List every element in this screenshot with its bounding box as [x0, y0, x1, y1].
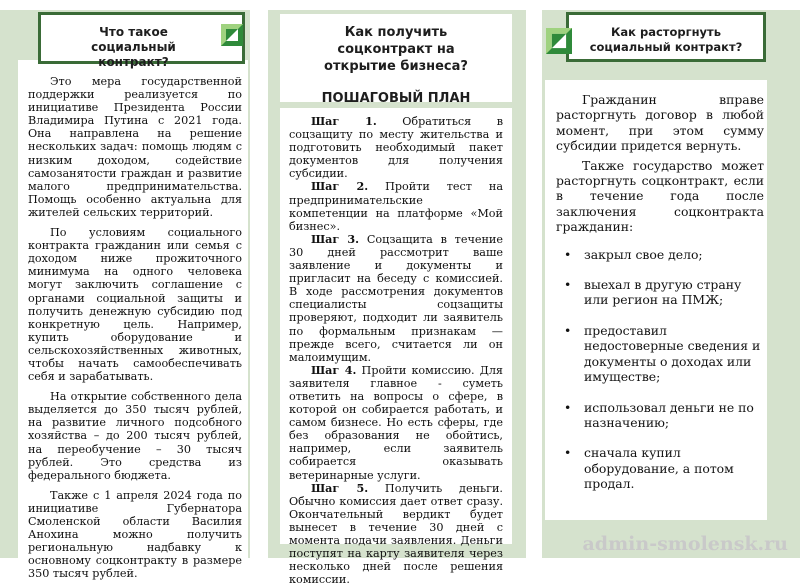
right-title-box — [566, 12, 766, 62]
step-text: Пройти тест на предпринимательские компетенции на платформе «Мой бизнес». — [289, 180, 503, 233]
reasons-list — [556, 247, 764, 492]
left-paragraph: Это мера государственной поддержки реализуется по инициативе Президента России Владимира Путина с 2021 года. Она направлена на решение нескольких задач: помощь людям с низким доходом, содействие самозанятости граждан и развитие малого предпринимательства. Помощь особенно актуальна для жителей сельских территорий. — [28, 75, 242, 219]
right-paragraph: Гражданин вправе расторгнуть договор в любой момент, при этом сумму субсидии придется вернуть. — [556, 92, 764, 154]
step-5 — [289, 482, 503, 587]
step-text: Соцзащита в течение 30 дней рассмотрит ваше заявление и документы и пригласит на беседу с комиссией. В ходе рассмотрения документов специалисты соцзащиты проверяют, подходит ли заявитель по формальным признакам — прежде всего, считается ли он малоимущим. — [289, 232, 503, 364]
list-item: • сначала купил оборудование, а потом продал. — [556, 445, 764, 491]
site-url: admin-smolensk.ru — [582, 533, 788, 555]
right-paragraph: Также государство может расторгнуть соцконтракт, если в течение года после заключения соцконтракта гражданин: — [556, 157, 764, 235]
list-item: • использовал деньги не по назначению; — [556, 400, 764, 431]
step-4 — [289, 364, 503, 482]
step-3 — [289, 233, 503, 364]
left-paragraph: Также с 1 апреля 2024 года по инициативе Губернатора Смоленской области Василия Анохина можно получить региональную надбавку к основному соцконтракту в размере 350 тысяч рублей. — [28, 488, 242, 581]
emblem-icon — [546, 28, 572, 54]
step-text: Получить деньги. Обычно комиссия дает ответ сразу. Окончательный вердикт будет вынесет в течение 30 дней с момента подачи заявления. Деньги поступят на карту заявителя через несколько дней после решения комиссии. — [289, 481, 503, 587]
step-text: Пройти комиссию. Для заявителя главное - суметь ответить на вопросы о сфере, в которой он собирается работать, и самом бизнесе. Но есть сферы, где без образования не обойтись, например, если заявитель собирается оказывать ветеринарные услуги. — [289, 363, 503, 482]
step-label: Шаг 5. — [311, 480, 369, 495]
step-label: Шаг 4. — [311, 362, 357, 377]
left-paragraph: На открытие собственного дела выделяется до 350 тысяч рублей, на развитие личного подсобного хозяйства – до 200 тысяч рублей, на переобучение – 30 тысяч рублей. Это средства из федерального бюджета. — [28, 390, 242, 482]
step-label: Шаг 2. — [311, 179, 369, 194]
left-title-box — [38, 12, 245, 69]
right-title: Как расторгнуть социальный контракт? — [589, 25, 743, 54]
middle-subtitle: ПОШАГОВЫЙ ПЛАН — [321, 91, 471, 106]
step-2 — [289, 180, 503, 232]
list-item: • предоставил недостоверные сведения и документы о доходах или имуществе; — [556, 323, 764, 385]
step-1 — [289, 115, 503, 180]
middle-body — [289, 115, 503, 586]
left-body — [28, 75, 242, 587]
left-title: Что такое социальный контракт? — [91, 25, 176, 69]
middle-title: Как получить соцконтракт на открытие бизнеса? — [324, 25, 468, 74]
emblem-icon — [221, 24, 243, 46]
step-text: Обратиться в соцзащиту по месту жительства и подготовить необходимый пакет документов для получения субсидии. — [289, 115, 503, 181]
left-paragraph: По условиям социального контракта гражданин или семья с доходом ниже прожиточного минимума на одного человека могут заключить соглашение с органами социальной защиты и получить денежную субсидию под конкретную цель. Например, купить оборудование и сельскохозяйственных животных, чтобы начать самообеспечивать себя и зарабатывать. — [28, 226, 242, 384]
list-item: • закрыл свое дело; — [556, 247, 764, 262]
middle-title-box — [280, 14, 512, 106]
list-item: • выехал в другую страну или регион на ПМЖ; — [556, 277, 764, 308]
right-body — [556, 92, 764, 507]
step-label: Шаг 3. — [311, 231, 360, 246]
step-label: Шаг 1. — [311, 114, 377, 128]
